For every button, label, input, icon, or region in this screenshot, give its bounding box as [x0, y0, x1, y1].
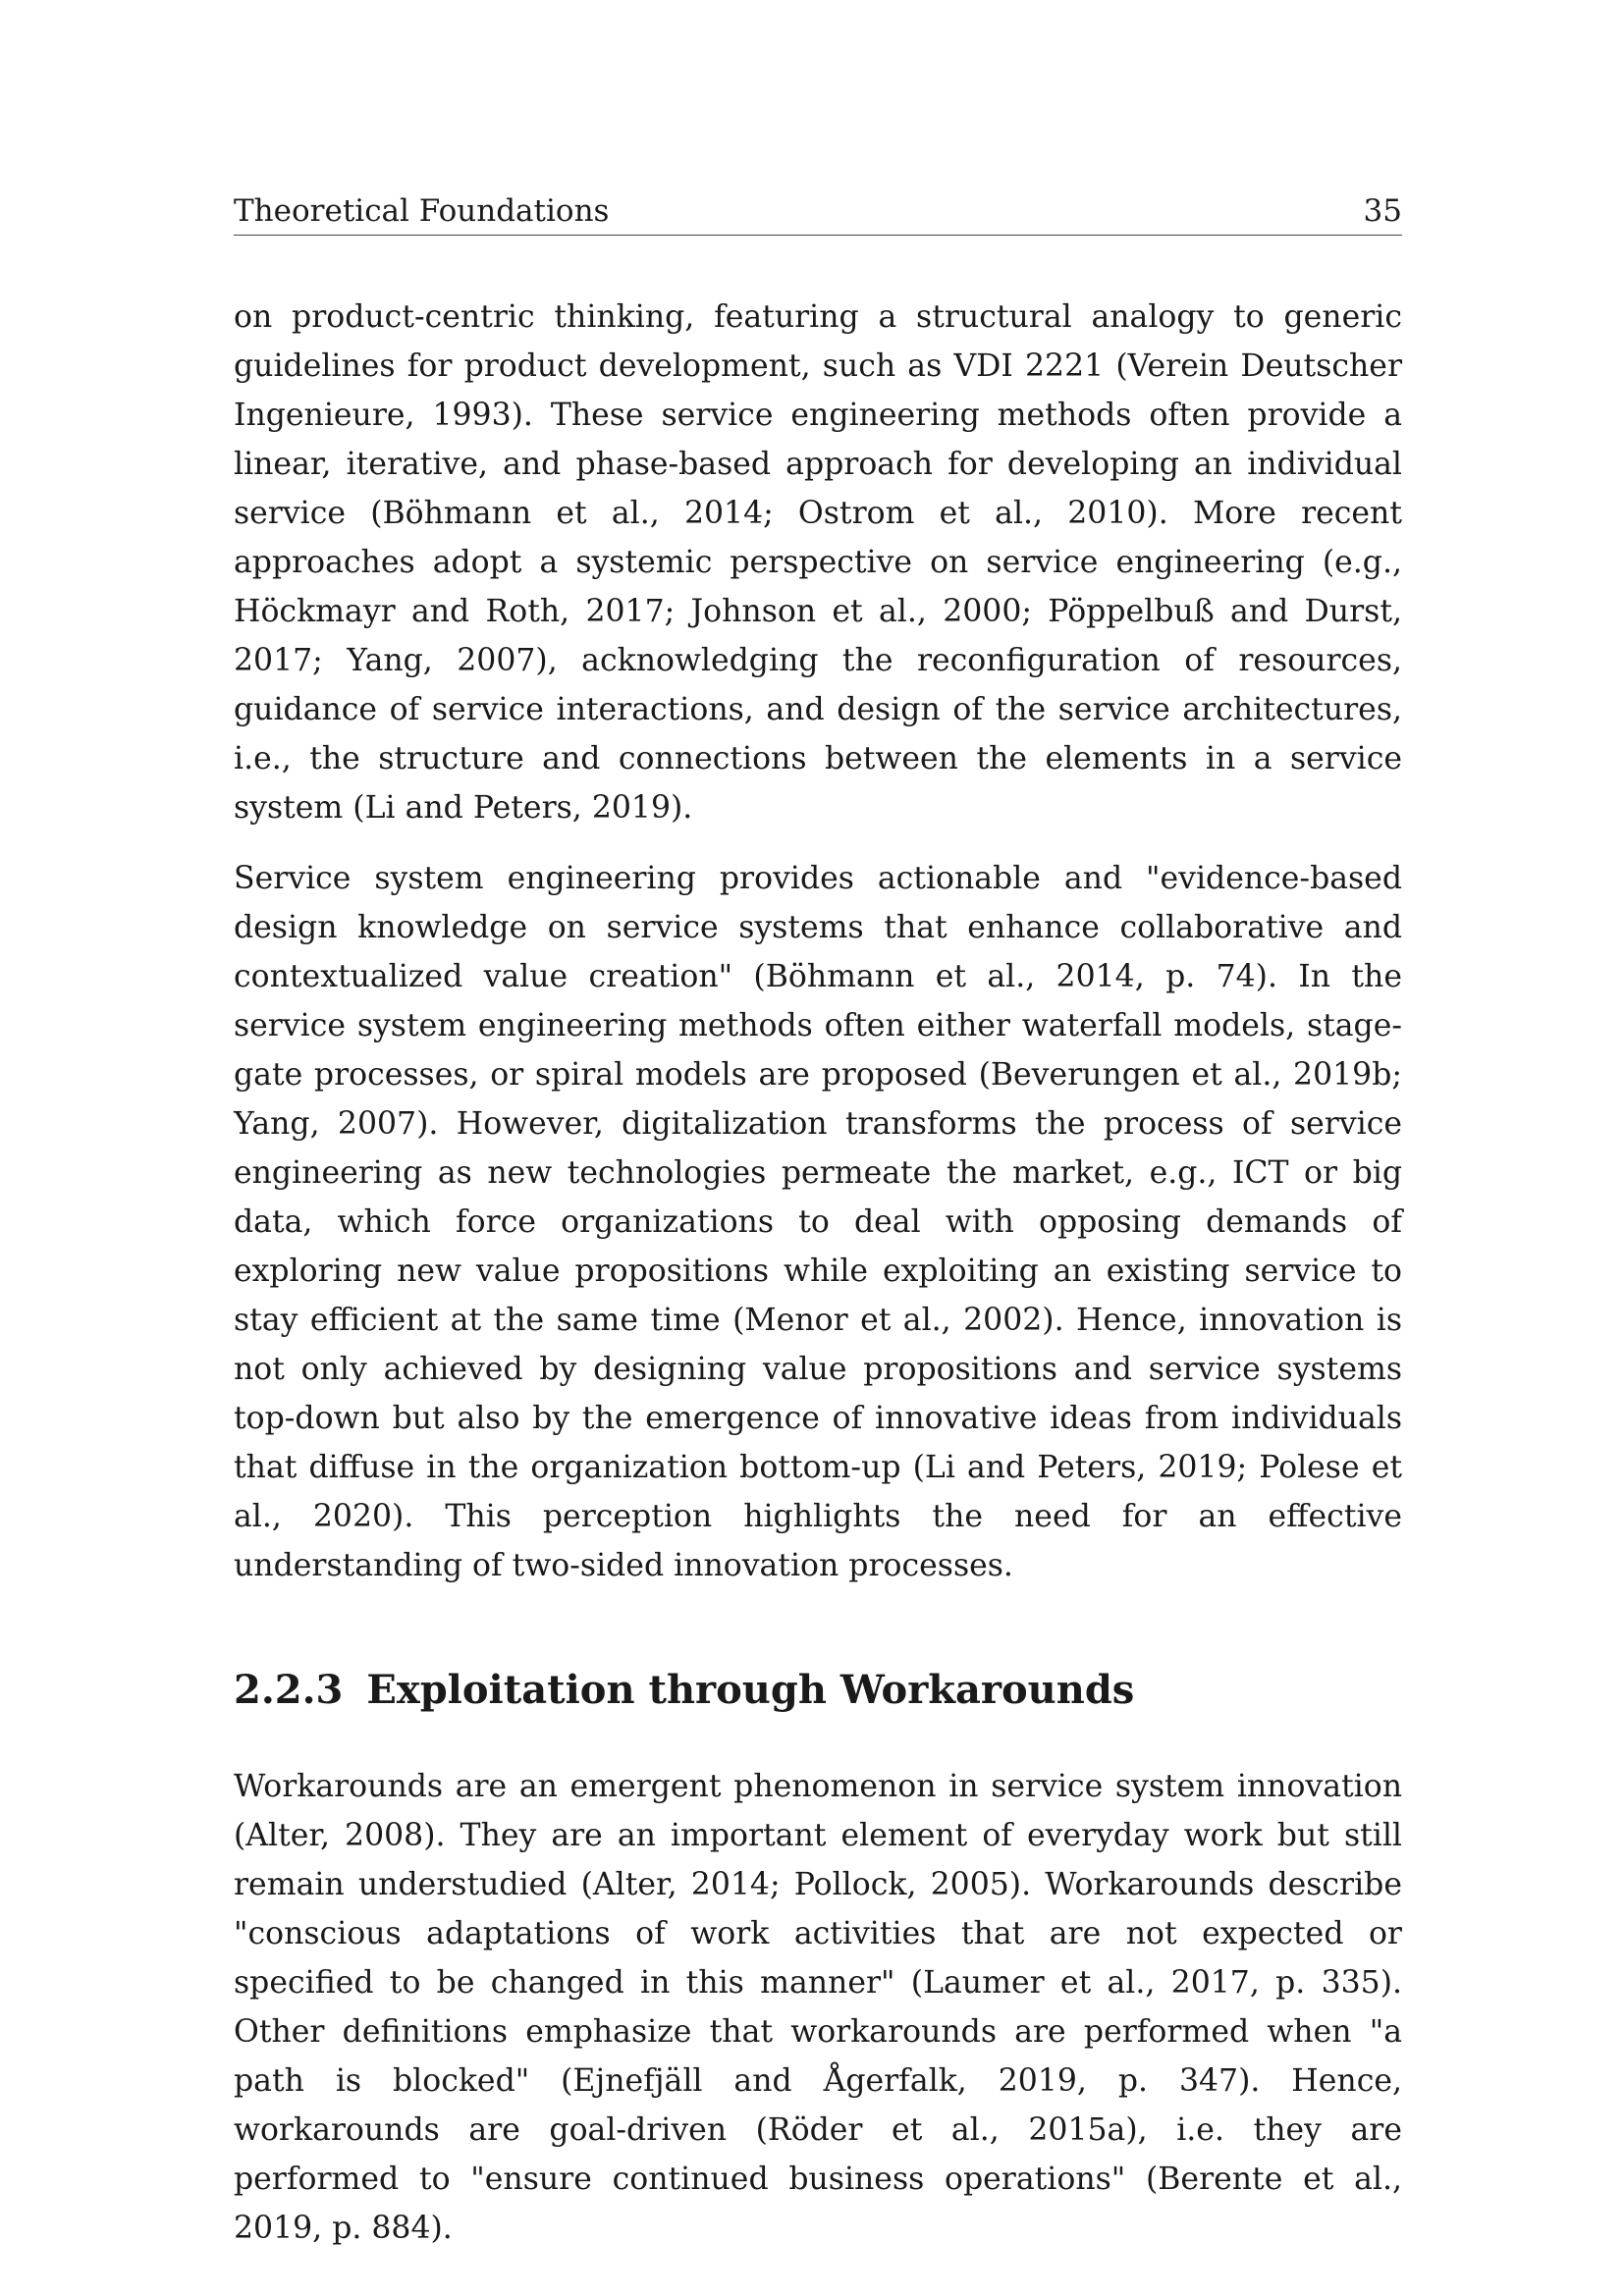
paragraph-workarounds: Workarounds are an emergent phenomenon in service system innovation (Alter, 2008). They are an important element of everyday work but still remain understudied (Alter, 2014; Pollock, 2005). Workarounds describe "conscious adaptations of work activities that are not expected or specified to be changed in this manner" (Laumer et al., 2017, p. 335). Other definitions emphasize that workarounds are performed when "a path is blocked" (Ejnefjäll and Ågerfalk, 2019, p. 347). Hence, workarounds are goal-driven (Röder et al., 2015a), i.e. they are performed to "ensure continued business operations" (Berente et al., 2019, p. 884). — [234, 1769, 1402, 2246]
section-heading — [234, 1666, 1402, 1715]
section-number: 2.2.3 — [234, 1667, 344, 1713]
paragraph-service-system-engineering: Service system engineering provides actionable and "evidence-based design knowledge on service systems that enhance collaborative and contextualized value creation" (Böhmann et al., 2014, p. 74). In the service system engineering methods often either waterfall models, stage-gate processes, or spiral models are proposed (Beverungen et al., 2019b; Yang, 2007). However, digitalization transforms the process of service engineering as new technologies permeate the market, e.g., ICT or big data, which force organizations to deal with opposing demands of exploring new value propositions while exploiting an existing service to stay efficient at the same time (Menor et al., 2002). Hence, innovation is not only achieved by designing value propositions and service systems top-down but also by the emergence of innovative ideas from individuals that diffuse in the organization bottom-up (Li and Peters, 2019; Polese et al., 2020). This perception highlights the need for an effective understanding of two-sided innovation processes. — [234, 861, 1402, 1583]
paragraph-service-engineering: on product-centric thinking, featuring a structural analogy to generic guidelines for product development, such as VDI 2221 (Verein Deutscher Ingenieure, 1993). These service engineering methods often provide a linear, iterative, and phase-based approach for developing an individual service (Böhmann et al., 2014; Ostrom et al., 2010). More recent approaches adopt a systemic perspective on service engineering (e.g., Höckmayr and Roth, 2017; Johnson et al., 2000; Pöppelbuß and Durst, 2017; Yang, 2007), acknowledging the reconfiguration of resources, guidance of service interactions, and design of the service architectures, i.e., the structure and connections between the elements in a service system (Li and Peters, 2019). — [234, 299, 1402, 826]
body-text — [234, 293, 1402, 2253]
running-header-title: Theoretical Foundations — [234, 193, 610, 229]
page — [234, 191, 1402, 2274]
section-title: Exploitation through Workarounds — [366, 1667, 1135, 1713]
running-header — [234, 191, 1402, 236]
page-number: 35 — [1363, 193, 1402, 229]
